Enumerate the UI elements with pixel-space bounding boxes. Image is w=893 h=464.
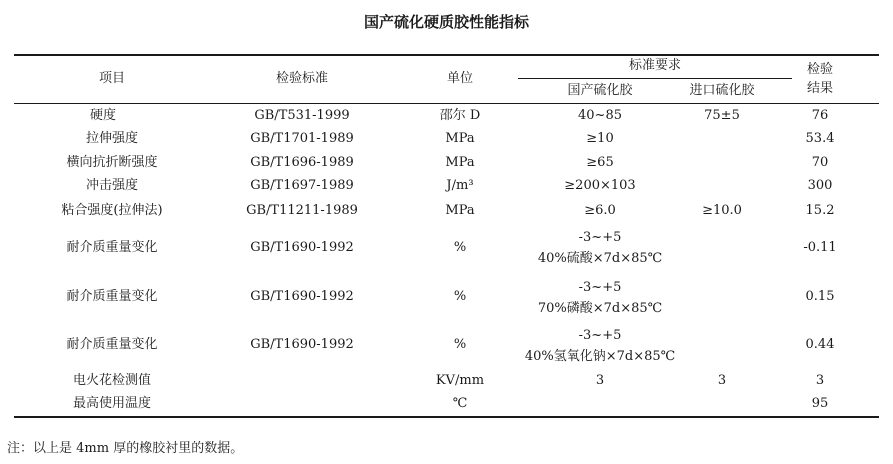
- header-unit: 单位: [446, 71, 474, 86]
- header-result-line1: 检验: [806, 62, 834, 77]
- table-row-result: 300: [807, 178, 833, 193]
- table-row-item: 横向抗折断强度: [66, 155, 158, 170]
- table-row-domestic: 40~85: [578, 108, 622, 123]
- table-row-domestic-condition: 40%硫酸×7d×85℃: [537, 251, 663, 266]
- table-row-unit: %: [453, 289, 467, 304]
- table-row-domestic-condition: 70%磷酸×7d×85℃: [537, 301, 663, 316]
- table-row-unit: J/m³: [446, 178, 474, 193]
- table-row-standard: GB/T1697-1989: [250, 178, 354, 193]
- table-row-result: 0.44: [805, 337, 835, 352]
- table-row-item: 拉伸强度: [85, 131, 139, 146]
- table-row-standard: GB/T531-1999: [254, 108, 350, 123]
- header-item: 项目: [98, 71, 126, 86]
- table-row-domestic: ≥65: [586, 155, 614, 170]
- table-row-domestic: 3: [595, 373, 605, 388]
- table-row-standard: GB/T1690-1992: [250, 289, 354, 304]
- table-row-result: 76: [811, 108, 829, 123]
- table-row-unit: MPa: [445, 155, 475, 170]
- table-row-domestic: -3~+5: [578, 280, 622, 295]
- table-row-result: 53.4: [805, 131, 835, 146]
- table-row-result: 70: [811, 155, 829, 170]
- header-bottom-rule: [14, 103, 879, 104]
- table-row-standard: GB/T11211-1989: [246, 203, 358, 218]
- table-row-unit: %: [453, 240, 467, 255]
- table-row-item: 耐介质重量变化: [66, 337, 158, 352]
- table-row-domestic: -3~+5: [578, 230, 622, 245]
- table-row-result: 0.15: [805, 289, 835, 304]
- table-row-result: 15.2: [805, 203, 835, 218]
- table-row-unit: 邵尔 D: [439, 108, 481, 123]
- table-row-result: 3: [815, 373, 825, 388]
- table-row-unit: KV/mm: [435, 373, 485, 388]
- table-row-standard: GB/T1701-1989: [250, 131, 354, 146]
- table-row-standard: GB/T1690-1992: [250, 337, 354, 352]
- table-row-unit: %: [453, 337, 467, 352]
- table-top-rule: [14, 54, 879, 56]
- table-row-item: 电火花检测值: [72, 373, 152, 388]
- table-row-imported: ≥10.0: [702, 203, 742, 218]
- header-requirement: 标准要求: [628, 58, 682, 73]
- table-row-item: 硬度: [89, 108, 117, 123]
- table-row-standard: GB/T1696-1989: [250, 155, 354, 170]
- table-row-domestic-condition: 40%氢氧化钠×7d×85℃: [524, 349, 676, 364]
- table-row-domestic: -3~+5: [578, 328, 622, 343]
- table-footnote: 注：以上是 4mm 厚的橡胶衬里的数据。: [7, 441, 244, 456]
- table-row-domestic: ≥6.0: [584, 203, 616, 218]
- table-row-item: 粘合强度(拉伸法): [61, 203, 163, 218]
- table-row-domestic: ≥200×103: [564, 178, 636, 193]
- table-row-item: 耐介质重量变化: [66, 289, 158, 304]
- table-row-imported: 75±5: [704, 108, 740, 123]
- table-row-imported: 3: [717, 373, 727, 388]
- table-row-unit: MPa: [445, 203, 475, 218]
- table-row-item: 冲击强度: [85, 178, 139, 193]
- table-row-unit: MPa: [445, 131, 475, 146]
- table-row-item: 最高使用温度: [72, 396, 152, 411]
- table-title: 国产硫化硬质胶性能指标: [363, 13, 529, 31]
- table-bottom-rule: [14, 416, 879, 418]
- table-row-result: -0.11: [803, 240, 837, 255]
- header-domestic: 国产硫化胶: [567, 83, 633, 98]
- requirement-sub-rule: [518, 78, 792, 79]
- table-row-result: 95: [811, 396, 829, 411]
- header-result-line2: 结果: [806, 81, 834, 96]
- table-row-standard: GB/T1690-1992: [250, 240, 354, 255]
- table-row-unit: ℃: [452, 396, 468, 411]
- header-imported: 进口硫化胶: [689, 83, 755, 98]
- table-row-item: 耐介质重量变化: [66, 240, 158, 255]
- header-standard: 检验标准: [275, 71, 329, 86]
- table-row-domestic: ≥10: [586, 131, 614, 146]
